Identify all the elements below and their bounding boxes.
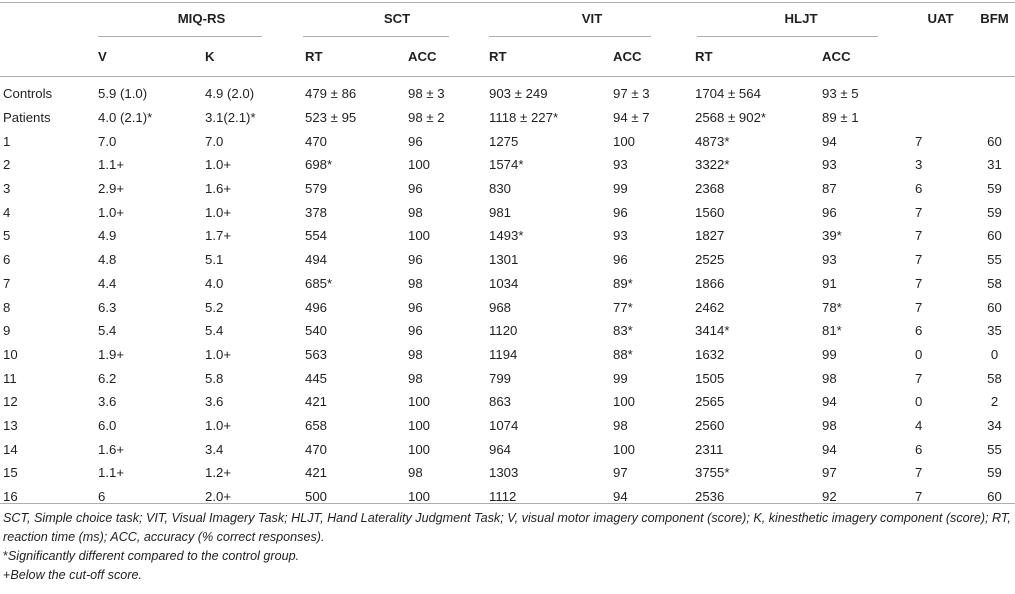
miq-k-cell: 3.4 — [205, 441, 224, 457]
header-vit: VIT — [581, 10, 603, 26]
miq-k-cell: 1.0+ — [205, 157, 232, 173]
sct-acc-cell: 100 — [408, 228, 431, 244]
uat-cell: 0 — [915, 346, 923, 362]
hljt-acc-cell: 92 — [822, 489, 837, 505]
sct-acc-cell: 100 — [408, 441, 431, 457]
uat-cell: 4 — [915, 417, 923, 433]
row-label-cell: 13 — [3, 417, 18, 433]
sct-acc-cell: 98 — [408, 275, 423, 291]
footnote-cutoff — [3, 566, 1013, 585]
miq-v-cell: 5.4 — [98, 323, 117, 339]
bfm-cell: 55 — [987, 441, 1002, 457]
table-row — [0, 106, 1015, 130]
bfm-cell: 59 — [987, 181, 1002, 197]
sct-acc-cell: 96 — [408, 181, 423, 197]
uat-cell: 7 — [915, 489, 923, 505]
sct-rt-cell: 523 ± 95 — [305, 110, 357, 126]
hljt-rt-cell: 1704 ± 564 — [695, 86, 761, 102]
bottom-rule — [0, 503, 1015, 504]
vit-rt-cell: 1574* — [489, 157, 524, 173]
subheader-sct-rt: RT — [305, 48, 323, 64]
miq-k-cell: 1.0+ — [205, 417, 232, 433]
table-row — [0, 153, 1015, 177]
miq-k-cell: 5.1 — [205, 252, 224, 268]
hljt-acc-cell: 98 — [822, 417, 837, 433]
row-label-cell: 12 — [3, 394, 18, 410]
subheader-v: V — [98, 48, 107, 64]
sct-rt-cell: 540 — [305, 323, 328, 339]
table-row — [0, 461, 1015, 485]
header-hljt: HLJT — [784, 10, 818, 26]
sct-rt-cell: 470 — [305, 441, 328, 457]
hljt-rt-cell: 1632 — [695, 346, 725, 362]
vit-acc-cell: 97 — [613, 465, 628, 481]
miq-v-cell: 4.4 — [98, 275, 117, 291]
uat-cell — [907, 106, 974, 130]
header-uat: UAT — [927, 10, 954, 26]
vit-acc-cell: 99 — [613, 370, 628, 386]
bfm-cell: 59 — [987, 465, 1002, 481]
bfm-cell: 60 — [987, 299, 1002, 315]
row-label-cell: 9 — [3, 323, 11, 339]
miq-k-cell: 5.2 — [205, 299, 224, 315]
hljt-acc-cell: 93 — [822, 252, 837, 268]
hljt-acc-cell: 94 — [822, 441, 837, 457]
bfm-cell: 60 — [987, 228, 1002, 244]
sct-rt-cell: 579 — [305, 181, 328, 197]
table-row — [0, 390, 1015, 414]
miq-v-cell: 1.6+ — [98, 441, 125, 457]
bfm-cell: 2 — [990, 394, 999, 410]
hljt-acc-cell: 94 — [822, 394, 837, 410]
sct-rt-cell: 479 ± 86 — [305, 86, 357, 102]
miq-v-cell: 1.9+ — [98, 346, 125, 362]
uat-cell: 7 — [915, 228, 923, 244]
miq-k-cell: 1.2+ — [205, 465, 232, 481]
hljt-rt-cell: 2536 — [695, 489, 725, 505]
sct-rt-cell: 445 — [305, 370, 328, 386]
subheader-uat-blank — [907, 36, 974, 76]
miq-v-cell: 6.3 — [98, 299, 117, 315]
vit-acc-cell: 94 — [613, 489, 628, 505]
miq-v-cell: 4.0 (2.1)* — [98, 110, 153, 126]
miq-v-cell: 6 — [98, 489, 106, 505]
vit-rt-cell: 903 ± 249 — [489, 86, 548, 102]
vit-rt-cell: 1493* — [489, 228, 524, 244]
subheader-hljt-rt: RT — [695, 48, 713, 64]
uat-cell: 6 — [915, 441, 923, 457]
vit-acc-cell: 96 — [613, 252, 628, 268]
significance-symbol: * — [3, 549, 8, 563]
miq-v-cell: 1.1+ — [98, 465, 125, 481]
subheader-hljt-acc: ACC — [822, 48, 851, 64]
table-row — [0, 366, 1015, 390]
subheader-k: K — [205, 48, 215, 64]
bfm-cell: 60 — [987, 489, 1002, 505]
vit-acc-cell: 93 — [613, 228, 628, 244]
hljt-acc-cell: 98 — [822, 370, 837, 386]
bfm-cell: 55 — [987, 252, 1002, 268]
hljt-rt-cell: 3414* — [695, 323, 730, 339]
uat-cell: 0 — [915, 394, 923, 410]
vit-rt-cell: 1303 — [489, 465, 519, 481]
table-row — [0, 82, 1015, 106]
uat-cell: 7 — [915, 133, 923, 149]
uat-cell: 6 — [915, 181, 923, 197]
bfm-cell: 34 — [987, 417, 1002, 433]
bfm-cell — [974, 82, 1015, 106]
bfm-cell — [974, 106, 1015, 130]
table-row — [0, 295, 1015, 319]
vit-acc-cell: 88* — [613, 346, 633, 362]
sct-rt-cell: 494 — [305, 252, 328, 268]
hljt-acc-cell: 39* — [822, 228, 842, 244]
miq-v-cell: 4.8 — [98, 252, 117, 268]
hljt-acc-cell: 87 — [822, 181, 837, 197]
subheader-sct-acc: ACC — [408, 48, 437, 64]
row-label-cell: 3 — [3, 181, 11, 197]
hljt-acc-cell: 94 — [822, 133, 837, 149]
table-row — [0, 437, 1015, 461]
footnote-abbreviations: SCT, Simple choice task; VIT, Visual Imagery Task; HLJT, Hand Laterality Judgment Task; V, visual motor imagery component (score); K, kinesthetic imagery component (score); RT, reaction time (ms); ACC, accuracy (% correct responses). — [3, 511, 1011, 544]
subheader-vit-rt: RT — [489, 48, 507, 64]
miq-v-cell: 3.6 — [98, 394, 117, 410]
hljt-rt-cell: 3322* — [695, 157, 730, 173]
vit-acc-cell: 99 — [613, 181, 628, 197]
sct-rt-cell: 698* — [305, 157, 333, 173]
vit-acc-cell: 100 — [613, 441, 636, 457]
hljt-rt-cell: 2560 — [695, 417, 725, 433]
table-row — [0, 129, 1015, 153]
row-label-cell: 11 — [3, 370, 17, 386]
vit-rt-cell: 1120 — [489, 323, 518, 339]
row-label-cell: 16 — [3, 489, 18, 505]
uat-cell: 7 — [915, 370, 923, 386]
vit-rt-cell: 1194 — [489, 346, 518, 362]
sct-acc-cell: 98 — [408, 465, 423, 481]
vit-acc-cell: 89* — [613, 275, 633, 291]
table-footnotes — [3, 509, 1013, 585]
row-label-cell: Patients — [3, 110, 51, 126]
hljt-rt-cell: 1560 — [695, 204, 725, 220]
bfm-cell: 59 — [987, 204, 1002, 220]
vit-rt-cell: 1301 — [489, 252, 519, 268]
hljt-acc-cell: 89 ± 1 — [822, 110, 859, 126]
bfm-cell: 0 — [990, 346, 999, 362]
hljt-acc-cell: 78* — [822, 299, 842, 315]
hljt-acc-cell: 99 — [822, 346, 837, 362]
sct-acc-cell: 96 — [408, 323, 423, 339]
sct-rt-cell: 496 — [305, 299, 328, 315]
vit-rt-cell: 1034 — [489, 275, 519, 291]
row-label-cell: Controls — [3, 86, 53, 102]
miq-k-cell: 2.0+ — [205, 489, 232, 505]
table-row — [0, 224, 1015, 248]
vit-rt-cell: 968 — [489, 299, 512, 315]
row-label-cell: 8 — [3, 299, 11, 315]
sct-acc-cell: 100 — [408, 157, 431, 173]
vit-acc-cell: 98 — [613, 417, 628, 433]
hljt-acc-cell: 81* — [822, 323, 842, 339]
miq-k-cell: 1.0+ — [205, 346, 232, 362]
vit-rt-cell: 863 — [489, 394, 512, 410]
vit-acc-cell: 83* — [613, 323, 633, 339]
uat-cell: 3 — [915, 157, 923, 173]
vit-rt-cell: 981 — [489, 204, 512, 220]
sct-rt-cell: 500 — [305, 489, 328, 505]
hljt-rt-cell: 3755* — [695, 465, 730, 481]
header-blank — [0, 0, 98, 36]
vit-rt-cell: 1118 ± 227* — [489, 110, 559, 126]
row-label-cell: 2 — [3, 157, 11, 173]
subheader-vit-acc: ACC — [613, 48, 642, 64]
bfm-cell: 58 — [987, 275, 1002, 291]
miq-k-cell: 1.0+ — [205, 204, 232, 220]
table-row — [0, 177, 1015, 201]
vit-rt-cell: 1112 — [489, 489, 517, 505]
vit-rt-cell: 1275 — [489, 133, 519, 149]
miq-v-cell: 6.0 — [98, 417, 117, 433]
hljt-acc-cell: 96 — [822, 204, 837, 220]
sct-rt-cell: 378 — [305, 204, 328, 220]
row-label-cell: 4 — [3, 204, 11, 220]
uat-cell: 7 — [915, 465, 923, 481]
row-label-cell: 1 — [3, 133, 11, 149]
sct-acc-cell: 98 — [408, 346, 423, 362]
miq-k-cell: 1.7+ — [205, 228, 232, 244]
table-row — [0, 272, 1015, 296]
miq-v-cell: 7.0 — [98, 133, 117, 149]
vit-rt-cell: 964 — [489, 441, 512, 457]
table-body — [0, 76, 1015, 508]
footnote-significance — [3, 547, 1013, 566]
uat-cell: 7 — [915, 275, 923, 291]
table-row — [0, 343, 1015, 367]
header-sct: SCT — [383, 10, 411, 26]
miq-k-cell: 3.6 — [205, 394, 224, 410]
hljt-rt-cell: 4873* — [695, 133, 730, 149]
uat-cell: 7 — [915, 299, 923, 315]
hljt-rt-cell: 2462 — [695, 299, 725, 315]
cutoff-symbol: + — [3, 568, 11, 582]
sct-rt-cell: 554 — [305, 228, 328, 244]
row-label-cell: 7 — [3, 275, 11, 291]
table-row — [0, 319, 1015, 343]
miq-v-cell: 1.1+ — [98, 157, 125, 173]
miq-k-cell: 4.9 (2.0) — [205, 86, 255, 102]
uat-cell: 6 — [915, 323, 923, 339]
vit-acc-cell: 100 — [613, 133, 636, 149]
header-miq-rs: MIQ-RS — [177, 10, 226, 26]
header-bfm: BFM — [980, 10, 1009, 26]
sct-acc-cell: 96 — [408, 133, 423, 149]
sct-rt-cell: 685* — [305, 275, 333, 291]
bfm-cell: 31 — [987, 157, 1002, 173]
miq-v-cell: 4.9 — [98, 228, 117, 244]
miq-k-cell: 5.8 — [205, 370, 224, 386]
sct-acc-cell: 98 ± 3 — [408, 86, 445, 102]
miq-v-cell: 2.9+ — [98, 181, 125, 197]
sct-rt-cell: 470 — [305, 133, 328, 149]
miq-v-cell: 5.9 (1.0) — [98, 86, 148, 102]
row-label-cell: 14 — [3, 441, 18, 457]
significance-text: Significantly different compared to the control group. — [7, 549, 300, 563]
hljt-rt-cell: 2368 — [695, 181, 725, 197]
table-row — [0, 200, 1015, 224]
vit-acc-cell: 97 ± 3 — [613, 86, 650, 102]
sct-acc-cell: 98 — [408, 370, 423, 386]
sct-rt-cell: 658 — [305, 417, 328, 433]
subheader-blank — [0, 36, 98, 76]
sct-acc-cell: 98 — [408, 204, 423, 220]
hljt-acc-cell: 93 — [822, 157, 837, 173]
vit-rt-cell: 830 — [489, 181, 512, 197]
vit-rt-cell: 1074 — [489, 417, 519, 433]
sct-acc-cell: 98 ± 2 — [408, 110, 445, 126]
row-label-cell: 10 — [3, 346, 18, 362]
uat-cell — [907, 82, 974, 106]
vit-acc-cell: 94 ± 7 — [613, 110, 650, 126]
sct-acc-cell: 100 — [408, 417, 431, 433]
sct-acc-cell: 96 — [408, 252, 423, 268]
hljt-rt-cell: 2568 ± 902* — [695, 110, 767, 126]
hljt-rt-cell: 1866 — [695, 275, 725, 291]
hljt-rt-cell: 2311 — [695, 441, 724, 457]
sct-acc-cell: 96 — [408, 299, 423, 315]
vit-acc-cell: 77* — [613, 299, 633, 315]
hljt-rt-cell: 2565 — [695, 394, 725, 410]
miq-v-cell: 1.0+ — [98, 204, 125, 220]
uat-cell: 7 — [915, 204, 923, 220]
hljt-acc-cell: 97 — [822, 465, 837, 481]
hljt-rt-cell: 1827 — [695, 228, 725, 244]
hljt-acc-cell: 93 ± 5 — [822, 86, 859, 102]
miq-k-cell: 4.0 — [205, 275, 224, 291]
sct-rt-cell: 563 — [305, 346, 328, 362]
table-row — [0, 485, 1015, 509]
miq-k-cell: 7.0 — [205, 133, 224, 149]
sct-rt-cell: 421 — [305, 394, 328, 410]
row-label-cell: 15 — [3, 465, 18, 481]
row-label-cell: 5 — [3, 228, 11, 244]
uat-cell: 7 — [915, 252, 923, 268]
vit-acc-cell: 93 — [613, 157, 628, 173]
vit-acc-cell: 96 — [613, 204, 628, 220]
vit-acc-cell: 100 — [613, 394, 636, 410]
subheader-bfm-blank — [974, 36, 1015, 76]
miq-k-cell: 3.1(2.1)* — [205, 110, 256, 126]
bfm-cell: 58 — [987, 370, 1002, 386]
cutoff-text: Below the cut-off score. — [10, 568, 142, 582]
hljt-rt-cell: 1505 — [695, 370, 725, 386]
hljt-acc-cell: 91 — [822, 275, 837, 291]
miq-k-cell: 1.6+ — [205, 181, 232, 197]
bfm-cell: 35 — [987, 323, 1002, 339]
miq-v-cell: 6.2 — [98, 370, 117, 386]
row-label-cell: 6 — [3, 252, 11, 268]
sct-rt-cell: 421 — [305, 465, 328, 481]
vit-rt-cell: 799 — [489, 370, 512, 386]
table-row — [0, 248, 1015, 272]
table-row — [0, 414, 1015, 438]
sct-acc-cell: 100 — [408, 394, 431, 410]
hljt-rt-cell: 2525 — [695, 252, 725, 268]
sct-acc-cell: 100 — [408, 489, 431, 505]
miq-k-cell: 5.4 — [205, 323, 224, 339]
bfm-cell: 60 — [987, 133, 1002, 149]
